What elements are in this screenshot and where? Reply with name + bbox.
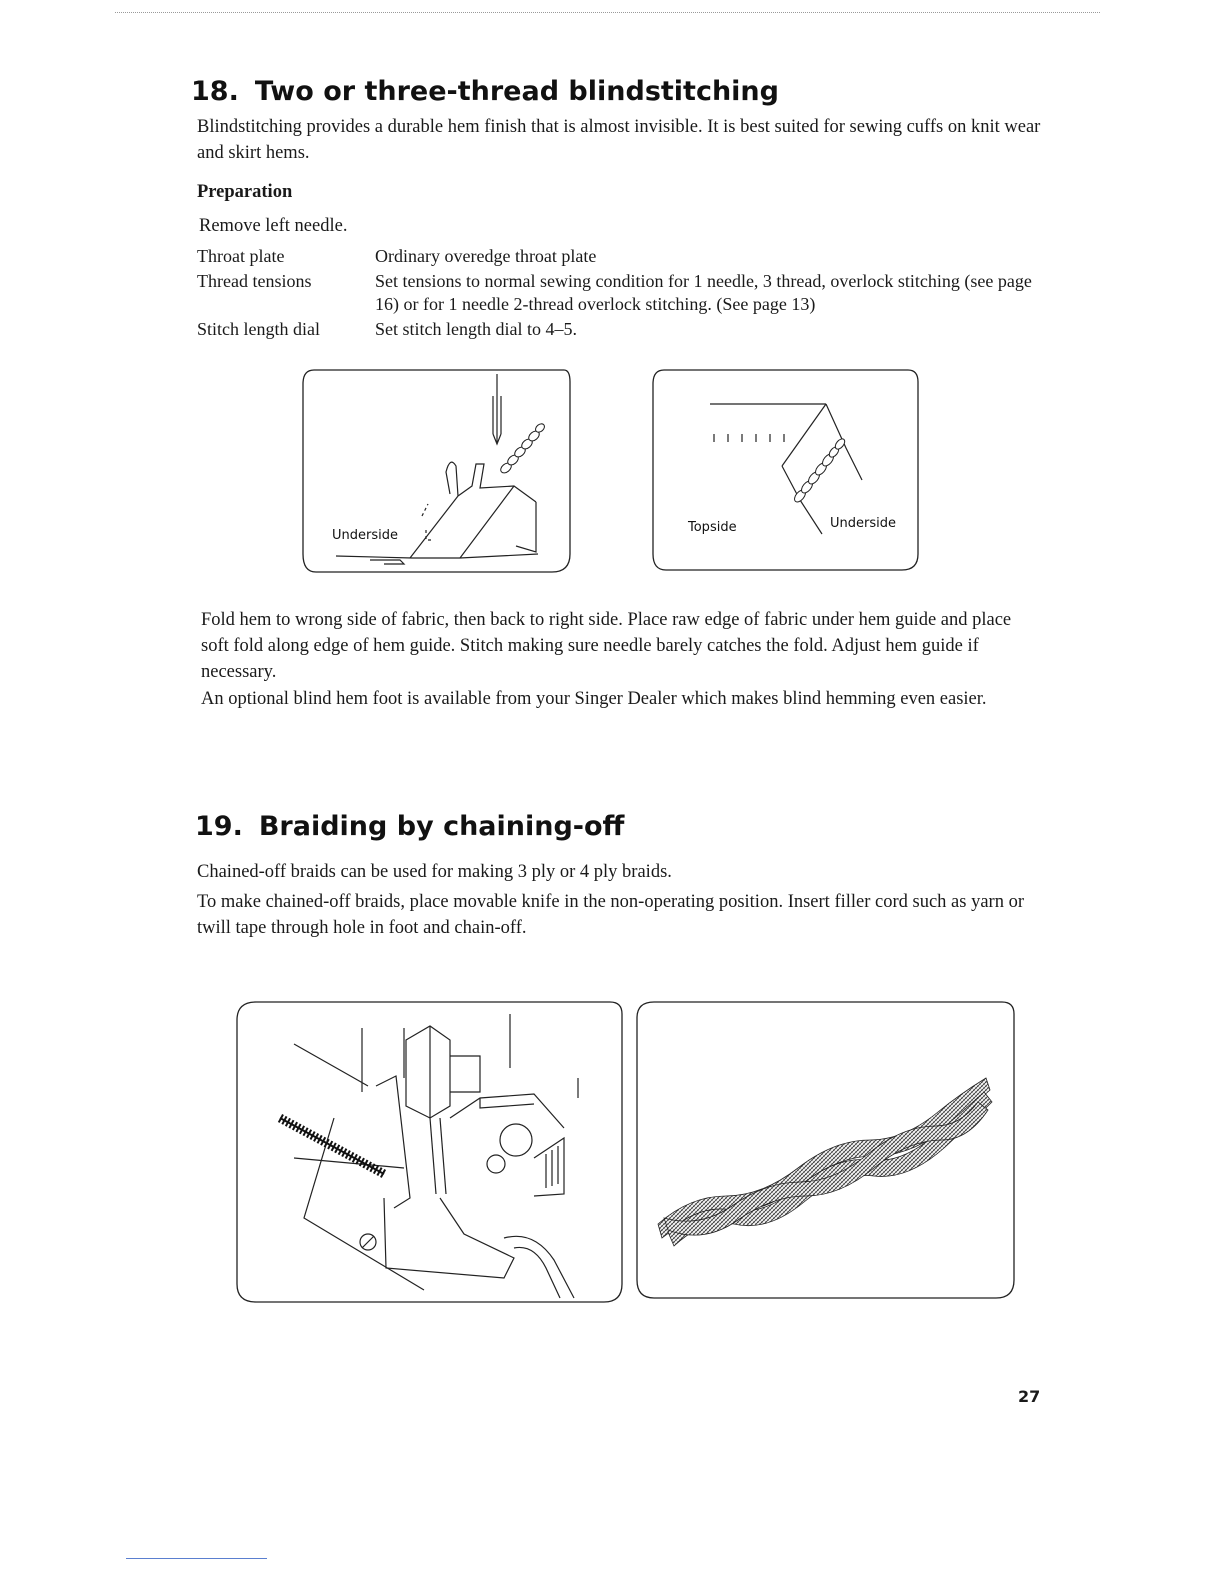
page-number: 27 [1018,1387,1041,1406]
figure-chained-braid [634,998,1018,1302]
spec-label: Throat plate [197,246,285,266]
section-18-heading [191,76,779,107]
scan-top-edge [115,12,1100,13]
figure-machine-chaining-off [234,998,626,1306]
spec-row-throat-plate [197,245,1057,268]
preparation-spec-table [197,245,1057,343]
spec-value: Set stitch length dial to 4–5. [375,319,577,339]
section-18-number: 18. [191,76,239,107]
section-19-heading [195,811,624,842]
section-18-instructions: Fold hem to wrong side of fabric, then back to right side. Place raw edge of fabric under hem guide and place soft fold along edge of hem guide. Stitch making sure needle barely catches the fold. Adjust hem guide if necessary. [201,610,1012,682]
spec-value: Set tensions to normal sewing condition for 1 needle, 3 thread, overlock stitching (see page 16) or for 1 needle 2-thread overlock stitching. (See page 13) [375,271,1032,314]
section-18-optional-note: An optional blind hem foot is available from your Singer Dealer which makes blind hemming even easier. [201,689,987,709]
section-18-title: Two or three-thread blindstitching [254,76,779,107]
footer-rule [126,1558,267,1559]
section-19-title: Braiding by chaining-off [258,811,625,842]
section-18-intro: Blindstitching provides a durable hem finish that is almost invisible. It is best suited for sewing cuffs on knit wear and skirt hems. [197,117,1041,163]
section-19-para-2: To make chained-off braids, place movable knife in the non-operating position. Insert filler cord such as yarn or twill tape through hole in foot and chain-off. [197,892,1024,938]
spec-row-stitch-length [197,318,1057,341]
spec-label: Thread tensions [197,271,312,291]
spec-label: Stitch length dial [197,319,320,339]
spec-row-thread-tensions [197,270,1057,316]
figure-blind-hem-result [650,368,924,574]
figure-right-label-underside: Underside [830,516,896,531]
preparation-heading: Preparation [197,182,293,202]
figure-right-label-topside: Topside [688,520,737,535]
prep-note: Remove left needle. [199,216,348,236]
section-19-number: 19. [195,811,243,842]
figure-left-label-underside: Underside [332,528,398,543]
figure-blindstitch-foot [300,368,574,576]
section-19-para-1: Chained-off braids can be used for making 3 ply or 4 ply braids. [197,862,672,882]
spec-value: Ordinary overedge throat plate [375,246,597,266]
